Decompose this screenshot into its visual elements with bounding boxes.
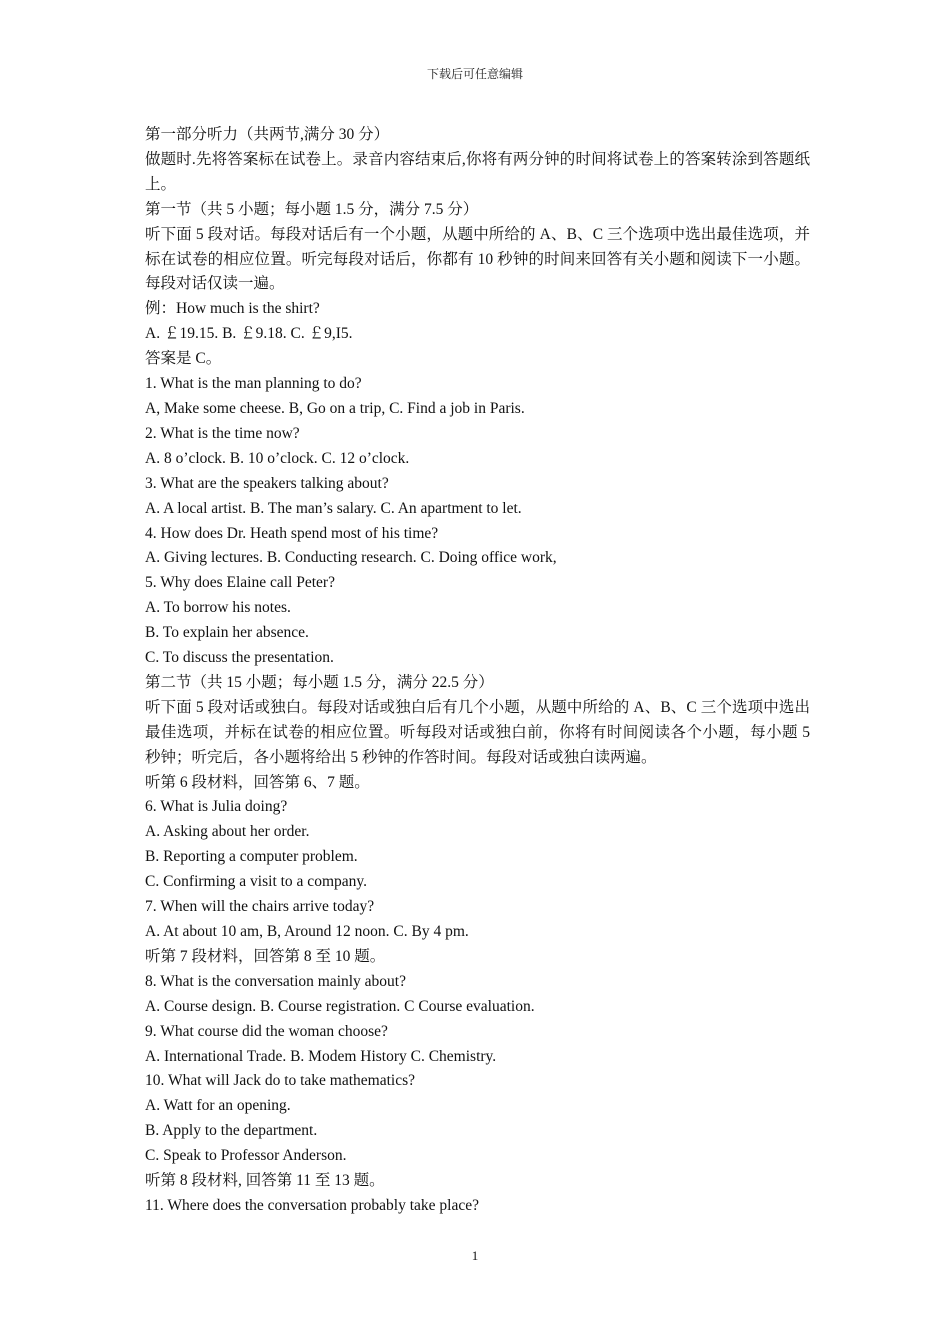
- question-8: 8. What is the conversation mainly about?: [145, 972, 406, 990]
- example-answer: 答案是 C。: [145, 350, 222, 368]
- question-5: 5. Why does Elaine call Peter?: [145, 574, 335, 592]
- question-10: 10. What will Jack do to take mathematics?: [145, 1072, 416, 1090]
- part-title: 第一部分听力（共两节,满分 30 分）: [145, 126, 390, 143]
- question-10-option-c: C. Speak to Professor Anderson.: [145, 1147, 347, 1165]
- question-5-option-a: A. To borrow his notes.: [145, 599, 291, 617]
- section1-title: 第一节（共 5 小题；每小题 1.5 分，满分 7.5 分）: [145, 200, 479, 218]
- page-header: 下载后可任意编辑: [426, 67, 523, 81]
- section2-title: 第二节（共 15 小题；每小题 1.5 分，满分 22.5 分）: [145, 673, 494, 691]
- question-1-options: A, Make some cheese. B, Go on a trip, C. Find a job in Paris.: [145, 399, 525, 417]
- question-3-options: A. A local artist. B. The man’s salary. C. An apartment to let.: [145, 499, 522, 517]
- example-question: 例：How much is the shirt?: [145, 300, 320, 318]
- question-1: 1. What is the man planning to do?: [145, 375, 362, 393]
- general-instructions: 做题时.先将答案标在试卷上。录音内容结束后,你将有两分钟的时间将试卷上的答案转涂到答题纸上。: [145, 150, 810, 193]
- question-6-option-c: C. Confirming a visit to a company.: [145, 873, 367, 891]
- passage-8-heading: 听第 8 段材料, 回答第 11 至 13 题。: [145, 1172, 385, 1190]
- section2-instructions: 听下面 5 段对话或独白。每段对话或独白后有几个小题，从题中所给的 A、B、C 三个选项中选出最佳选项，并标在试卷的相应位置。听每段对话或独白前，你将有时间阅读各个小题，每小题 5 秒钟；听完后，各小题将给出 5 秒钟的作答时间。每段对话或独白读两遍。: [145, 698, 810, 766]
- question-9-options: A. International Trade. B. Modem History C. Chemistry.: [145, 1047, 497, 1065]
- question-7-options: A. At about 10 am, B, Around 12 noon. C. By 4 pm.: [145, 923, 469, 940]
- question-5-option-c: C. To discuss the presentation.: [145, 649, 334, 667]
- question-5-option-b: B. To explain her absence.: [145, 624, 309, 642]
- question-7: 7. When will the chairs arrive today?: [145, 898, 375, 916]
- question-6: 6. What is Julia doing?: [145, 798, 288, 816]
- question-9: 9. What course did the woman choose?: [145, 1022, 388, 1040]
- question-3: 3. What are the speakers talking about?: [145, 474, 389, 492]
- passage-7-heading: 听第 7 段材料，回答第 8 至 10 题。: [145, 947, 386, 965]
- question-10-option-b: B. Apply to the department.: [145, 1122, 318, 1140]
- passage-6-heading: 听第 6 段材料，回答第 6、7 题。: [145, 773, 370, 791]
- question-4-options: A. Giving lectures. B. Conducting research. C. Doing office work,: [145, 549, 557, 567]
- section1-instructions: 听下面 5 段对话。每段对话后有一个小题，从题中所给的 A、B、C 三个选项中选出最佳选项，并标在试卷的相应位置。听完每段对话后，你都有 10 秒钟的时间来回答有关小题和阅读下一小题。每段对话仅读一遍。: [145, 225, 810, 293]
- document-body: [145, 123, 810, 1219]
- question-8-options: A. Course design. B. Course registration. C Course evaluation.: [145, 997, 535, 1015]
- example-options: A. ￡19.15. B. ￡9.18. C. ￡9,I5.: [145, 325, 353, 343]
- page-number: 1: [471, 1248, 479, 1263]
- question-2: 2. What is the time now?: [145, 424, 300, 442]
- question-2-options: A. 8 o’clock. B. 10 o’clock. C. 12 o’clock.: [145, 449, 410, 467]
- question-10-option-a: A. Watt for an opening.: [145, 1097, 291, 1115]
- question-6-option-b: B. Reporting a computer problem.: [145, 848, 358, 866]
- question-6-option-a: A. Asking about her order.: [145, 823, 310, 841]
- question-4: 4. How does Dr. Heath spend most of his time?: [145, 524, 439, 542]
- question-11: 11. Where does the conversation probably take place?: [145, 1196, 479, 1214]
